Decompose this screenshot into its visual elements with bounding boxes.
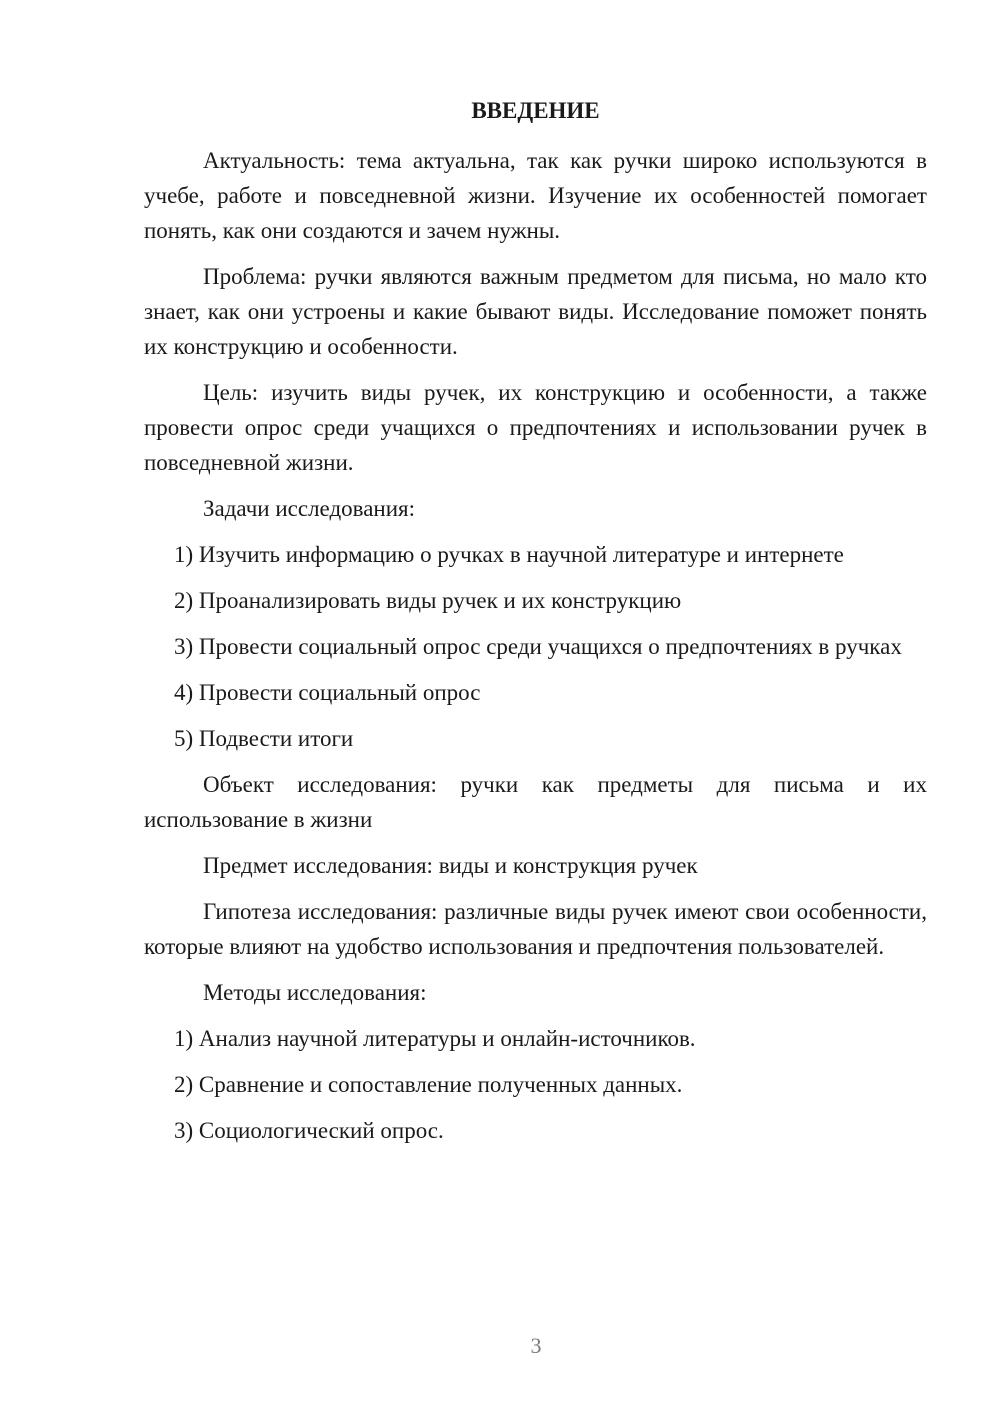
task-item: 2) Проанализировать виды ручек и их конструкцию [174, 588, 682, 613]
hypothesis-paragraph: Гипотеза исследования: различные виды ручек имеют свои особенности, которые влияют на удобство использования и предпочтения пользователей. [144, 899, 927, 959]
task-item: 5) Подвести итоги [174, 726, 354, 751]
method-item: 2) Сравнение и сопоставление полученных данных. [174, 1072, 683, 1097]
method-item: 1) Анализ научной литературы и онлайн-источников. [174, 1026, 696, 1051]
document-body [144, 96, 927, 1159]
relevance-paragraph: Актуальность: тема актуальна, так как ручки широко используются в учебе, работе и повседневной жизни. Изучение их особенностей помогает понять, как они создаются и зачем нужны. [144, 148, 927, 243]
subject-paragraph: Предмет исследования: виды и конструкция ручек [203, 853, 698, 878]
task-item: 4) Провести социальный опрос [174, 680, 481, 705]
object-paragraph: Объект исследования: ручки как предметы для письма и их использование в жизни [144, 772, 927, 832]
methods-title: Методы исследования: [203, 980, 427, 1005]
goal-paragraph: Цель: изучить виды ручек, их конструкцию и особенности, а также провести опрос среди учащихся о предпочтениях и использовании ручек в повседневной жизни. [144, 380, 927, 475]
method-item: 3) Социологический опрос. [174, 1118, 444, 1143]
tasks-title: Задачи исследования: [203, 496, 416, 521]
task-item: 3) Провести социальный опрос среди учащихся о предпочтениях в ручках [174, 634, 902, 659]
task-item: 1) Изучить информацию о ручках в научной литературе и интернете [174, 542, 844, 567]
page-number: 3 [530, 1333, 542, 1358]
problem-paragraph: Проблема: ручки являются важным предметом для письма, но мало кто знает, как они устроены и какие бывают виды. Исследование поможет понять их конструкцию и особенности. [144, 264, 927, 359]
section-heading: ВВЕДЕНИЕ [471, 98, 600, 123]
